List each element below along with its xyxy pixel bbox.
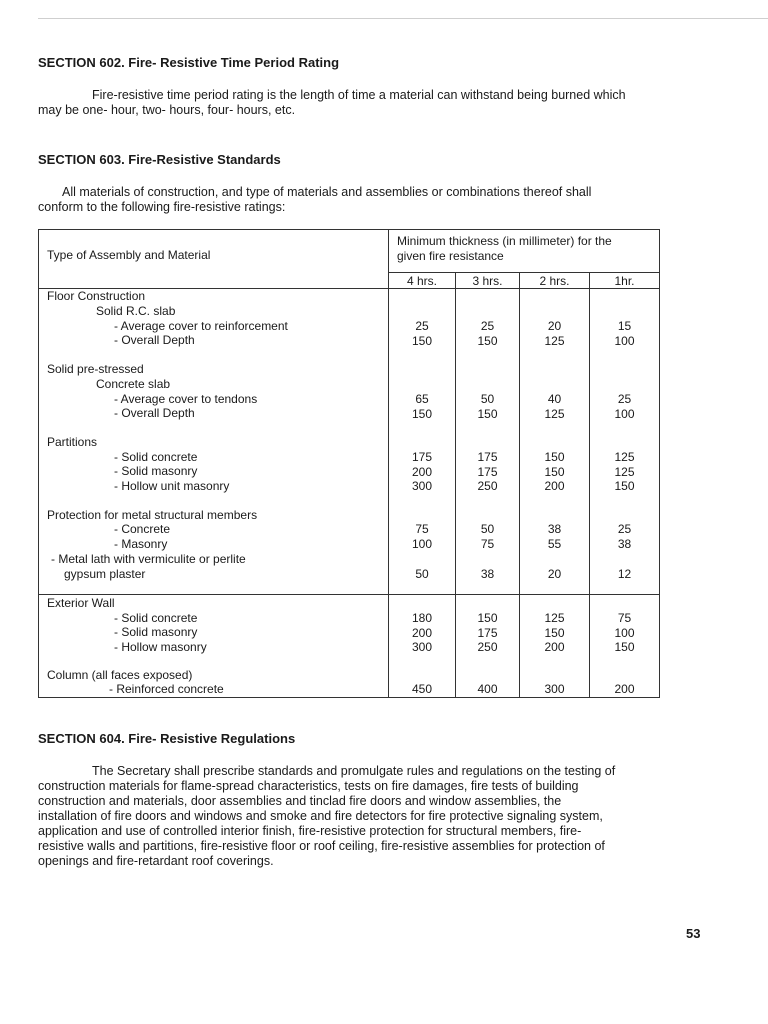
group-exterior-wall: Exterior Wall	[47, 596, 115, 610]
section-602-paragraph: Fire-resistive time period rating is the length of time a material can withstand being burned which may be one- hour, two- hours, four- hours, etc.	[38, 88, 626, 117]
cell-exterior-4h: 180 200 300	[411, 611, 433, 654]
group-partitions: Partitions	[47, 435, 98, 449]
section-604-paragraph: The Secretary shall prescribe standards and promulgate rules and regulations on the testing of construction materials for flame-spread characteristics, tests on fire damages, fire tests of building construction and materials, door assemblies and tinclad fire doors and window assemblies, the installation of fire doors and windows and smoke and fire detectors for fire protective signaling system, application and use of controlled interior finish, fire-resistive protection for structural members, fire- resistive walls and partitions, fire-resistive floor or roof ceiling, fire-resistive assemblies for protection of openings and fire-retardant roof coverings.	[38, 764, 616, 868]
item-concrete: - Concrete	[114, 522, 171, 536]
cell-floor-3h: 25 150	[477, 319, 498, 348]
cell-exterior-3h: 150 175 250	[477, 611, 498, 654]
cell-partitions-2h: 150 150 200	[544, 450, 565, 493]
group-protection-metal: Protection for metal structural members	[47, 508, 258, 522]
cell-prestressed-1h: 25 100	[614, 392, 635, 421]
cell-prestressed-3h: 50 150	[477, 392, 498, 421]
cell-floor-4h: 25 150	[411, 319, 433, 348]
row-divider	[388, 272, 659, 273]
cell-lath-1h: 12	[617, 567, 632, 581]
item-gypsum-plaster: gypsum plaster	[64, 567, 146, 581]
cell-lath-3h: 38	[480, 567, 495, 581]
cell-protection-2h: 38 55	[547, 522, 562, 551]
cell-floor-2h: 20 125	[544, 319, 565, 348]
item-reinforced-concrete: - Reinforced concrete	[109, 682, 224, 696]
item-masonry: - Masonry	[114, 537, 168, 551]
cell-exterior-1h: 75 100 150	[614, 611, 635, 654]
section-603-paragraph: All materials of construction, and type of materials and assemblies or combinations thereof shall conform to the following fire-resistive ratings:	[38, 185, 592, 214]
cell-column-4h: 450	[411, 682, 433, 696]
cell-column-3h: 400	[477, 682, 498, 696]
item-solid-masonry: - Solid masonry	[114, 625, 198, 639]
hours-header-4: 4 hrs.	[406, 274, 437, 288]
item-overall-depth: - Overall Depth	[114, 333, 195, 347]
section-602-heading: SECTION 602. Fire- Resistive Time Period Rating	[38, 55, 340, 70]
cell-floor-1h: 15 100	[614, 319, 635, 348]
cell-prestressed-2h: 40 125	[544, 392, 565, 421]
cell-partitions-4h: 175 200 300	[411, 450, 433, 493]
group-column: Column (all faces exposed)	[47, 668, 193, 682]
page-number: 53	[686, 926, 701, 941]
section-603-heading: SECTION 603. Fire-Resistive Standards	[38, 152, 281, 167]
cell-partitions-3h: 175 175 250	[477, 450, 498, 493]
item-solid-masonry: - Solid masonry	[114, 464, 198, 478]
hours-header-3: 3 hrs.	[472, 274, 503, 288]
section-604-heading: SECTION 604. Fire- Resistive Regulations	[38, 731, 296, 746]
item-hollow-unit-masonry: - Hollow unit masonry	[114, 479, 230, 493]
cell-partitions-1h: 125 125 150	[614, 450, 635, 493]
hours-header-2: 2 hrs.	[539, 274, 570, 288]
item-solid-concrete: - Solid concrete	[114, 611, 198, 625]
cell-protection-1h: 25 38	[617, 522, 632, 551]
cell-protection-4h: 75 100	[411, 522, 433, 551]
fire-resistance-table	[38, 229, 660, 698]
cell-exterior-2h: 125 150 200	[544, 611, 565, 654]
subgroup-rc-slab: Solid R.C. slab	[96, 304, 176, 318]
cell-lath-2h: 20	[547, 567, 562, 581]
item-avg-cover-tendons: - Average cover to tendons	[114, 392, 258, 406]
hours-header-1: 1hr.	[614, 274, 635, 288]
cell-prestressed-4h: 65 150	[411, 392, 433, 421]
item-metal-lath: - Metal lath with vermiculite or perlite	[51, 552, 246, 566]
item-overall-depth: - Overall Depth	[114, 406, 195, 420]
group-solid-prestressed: Solid pre-stressed	[47, 362, 144, 376]
item-solid-concrete: - Solid concrete	[114, 450, 198, 464]
top-rule	[38, 18, 768, 19]
thickness-header: Minimum thickness (in millimeter) for the given fire resistance	[397, 234, 612, 263]
item-avg-cover-reinforcement: - Average cover to reinforcement	[114, 319, 288, 333]
cell-lath-4h: 50	[415, 567, 429, 581]
type-header: Type of Assembly and Material	[47, 248, 211, 262]
cell-column-2h: 300	[544, 682, 565, 696]
group-floor-construction: Floor Construction	[47, 289, 146, 303]
cell-protection-3h: 50 75	[480, 522, 495, 551]
subgroup-concrete-slab: Concrete slab	[96, 377, 171, 391]
item-hollow-masonry: - Hollow masonry	[114, 640, 207, 654]
cell-column-1h: 200	[614, 682, 635, 696]
row-divider	[39, 594, 659, 595]
